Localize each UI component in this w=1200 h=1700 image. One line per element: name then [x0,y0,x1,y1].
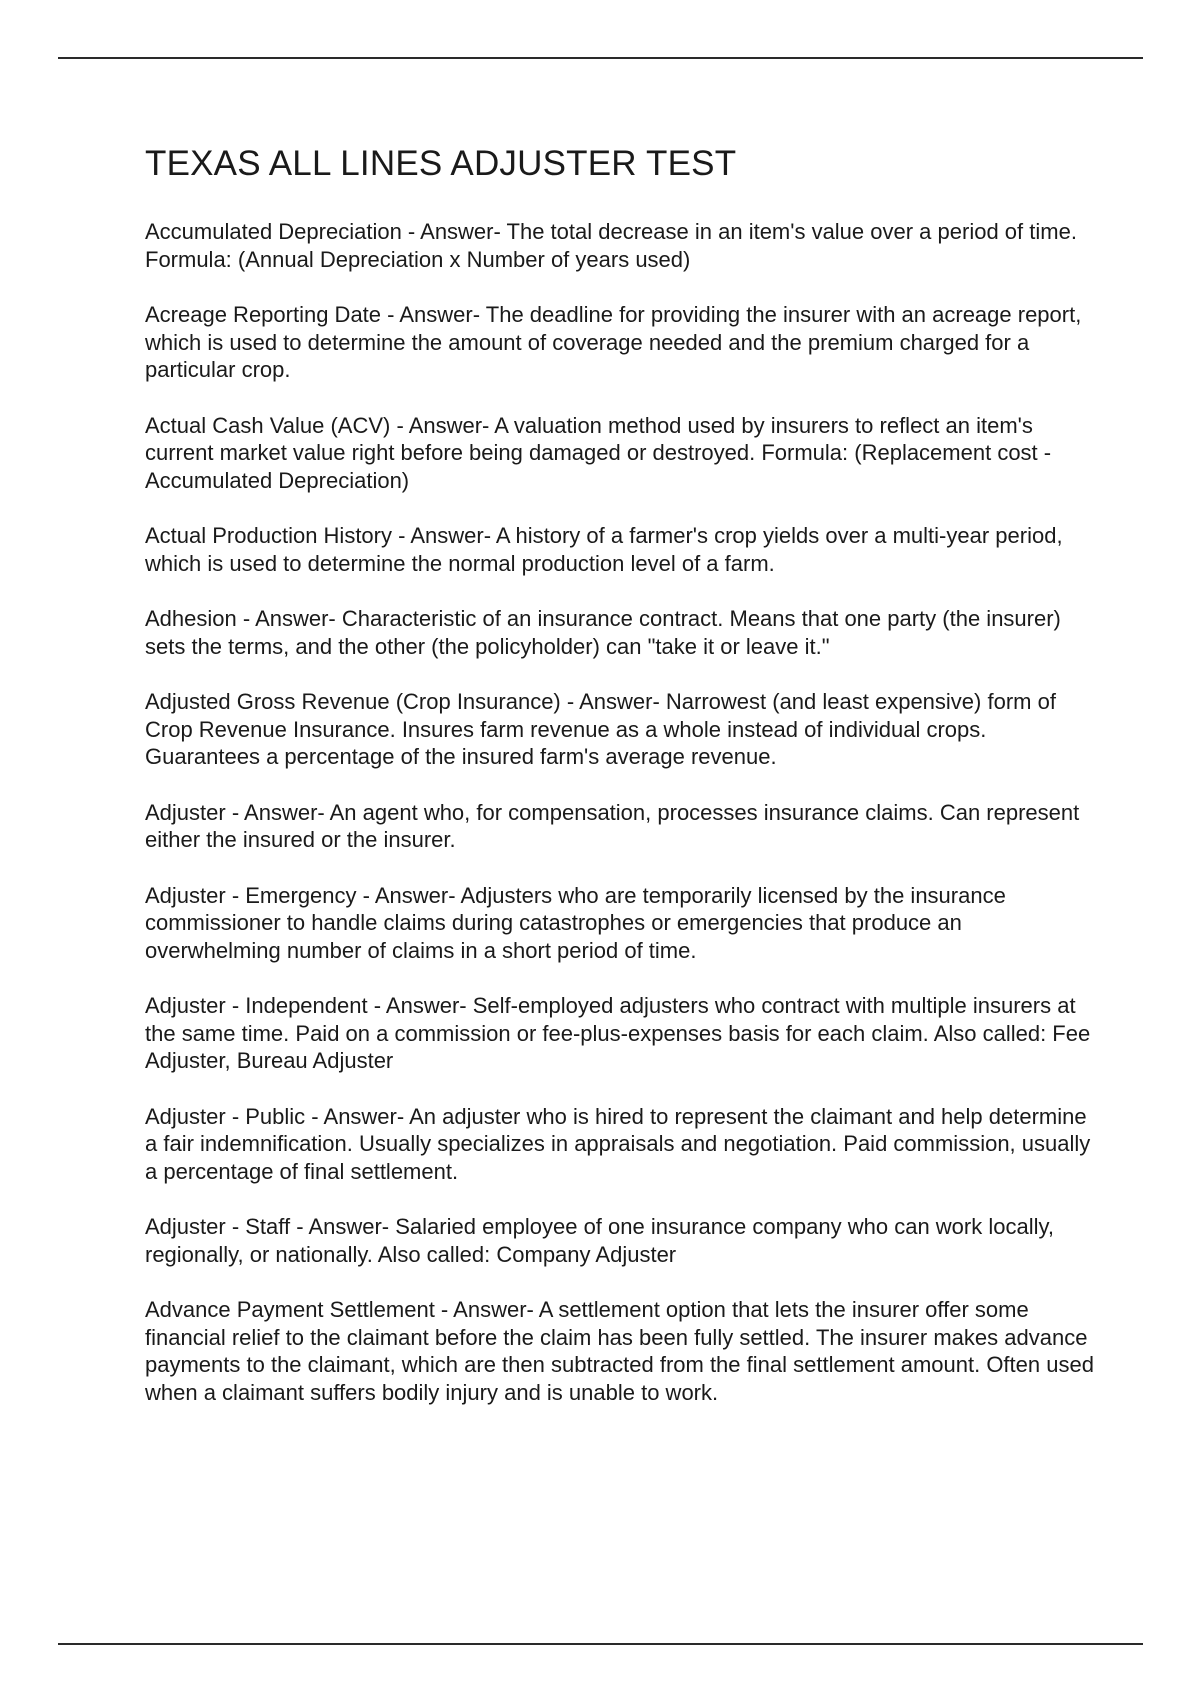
glossary-entry: Actual Production History - Answer- A history of a farmer's crop yields over a multi-year period, which is used to determine the normal production level of a farm. [145,523,1063,576]
header-rule [58,57,1143,59]
glossary-entry: Adjuster - Public - Answer- An adjuster who is hired to represent the claimant and help determine a fair indemnification. Usually specializes in appraisals and negotiation. Paid commission, usually a percentage of final settlement. [145,1103,1091,1184]
glossary-entry: Advance Payment Settlement - Answer- A settlement option that lets the insurer offer some financial relief to the claimant before the claim has been fully settled. The insurer makes advance payments to the claimant, which are then subtracted from the final settlement amount. Often used when a claimant suffers bodily injury and is unable to work. [145,1297,1094,1405]
footer-rule [58,1643,1143,1645]
glossary-entry: Adjuster - Staff - Answer- Salaried employee of one insurance company who can work locally, regionally, or nationally. Also called: Company Adjuster [145,1214,1054,1267]
glossary-entry: Adhesion - Answer- Characteristic of an insurance contract. Means that one party (the insurer) sets the terms, and the other (the policyholder) can "take it or leave it." [145,606,1061,659]
glossary-entry: Acreage Reporting Date - Answer- The deadline for providing the insurer with an acreage report, which is used to determine the amount of coverage needed and the premium charged for a particular crop. [145,302,1082,382]
glossary-entry: Actual Cash Value (ACV) - Answer- A valuation method used by insurers to reflect an item's current market value right before being damaged or destroyed. Formula: (Replacement cost - Accumulated Depreciation) [145,412,1052,493]
page-title: TEXAS ALL LINES ADJUSTER TEST [145,144,737,183]
glossary-entry: Accumulated Depreciation - Answer- The total decrease in an item's value over a period of time. Formula: (Annual Depreciation x Number of years used) [145,219,1077,272]
glossary-entry: Adjusted Gross Revenue (Crop Insurance) - Answer- Narrowest (and least expensive) form of Crop Revenue Insurance. Insures farm revenue as a whole instead of individual crops. Guarantees a percentage of the insured farm's average revenue. [145,689,1056,769]
document-body [145,142,1095,1434]
glossary-entry: Adjuster - Emergency - Answer- Adjusters who are temporarily licensed by the insurance commissioner to handle claims during catastrophes or emergencies that produce an overwhelming number of claims in a short period of time. [145,882,1006,963]
glossary-entry: Adjuster - Answer- An agent who, for compensation, processes insurance claims. Can represent either the insured or the insurer. [145,799,1080,852]
glossary-entry: Adjuster - Independent - Answer- Self-employed adjusters who contract with multiple insurers at the same time. Paid on a commission or fee-plus-expenses basis for each claim. Also called: Fee Adjuster, Bureau Adjuster [145,993,1091,1073]
